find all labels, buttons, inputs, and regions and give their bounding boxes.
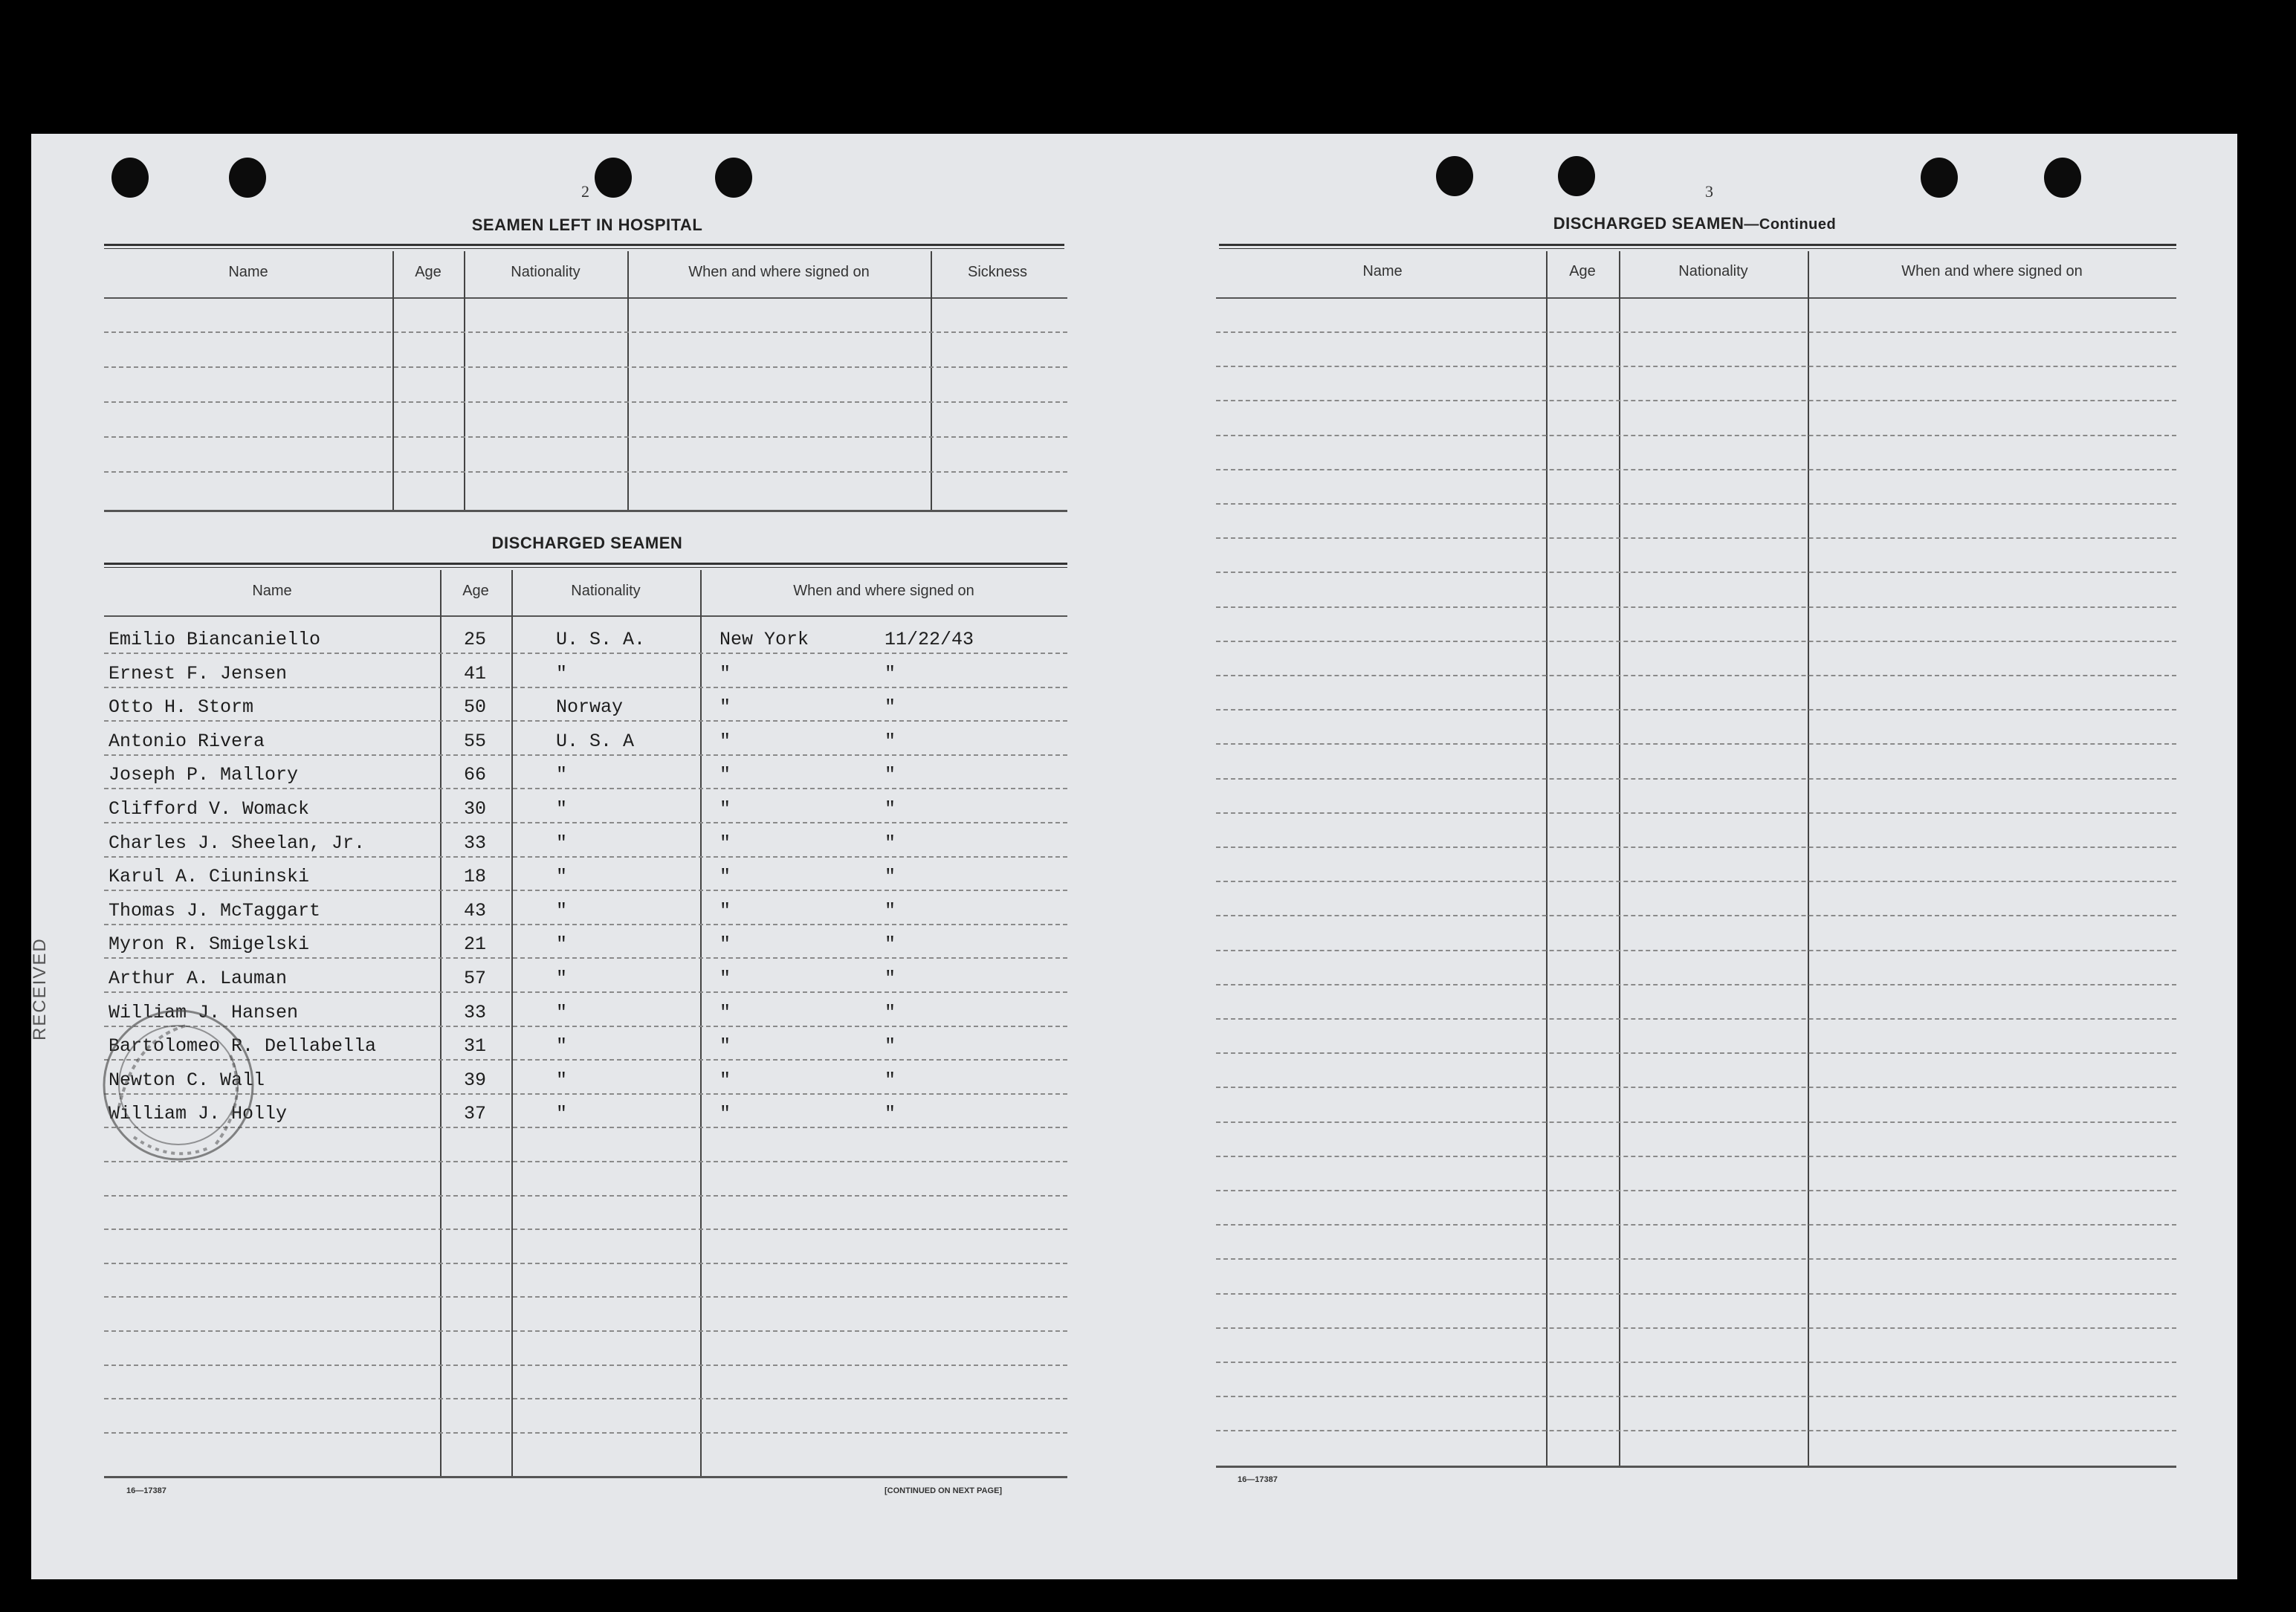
ruled-line — [1216, 503, 2176, 505]
ruled-line — [1216, 331, 2176, 333]
ruled-line — [104, 856, 1067, 858]
cell-nationality: " — [556, 1035, 568, 1058]
cell-where: " — [719, 1035, 731, 1058]
cell-name: Myron R. Smigelski — [109, 933, 310, 956]
ruled-line — [1216, 1052, 2176, 1054]
cell-nationality: " — [556, 798, 568, 820]
form-number: 16—17387 — [126, 1486, 166, 1495]
cell-when: " — [885, 866, 896, 888]
cell-where: " — [719, 798, 731, 820]
ruled-line — [104, 1432, 1067, 1434]
cell-nationality: " — [556, 968, 568, 989]
ruled-line — [1216, 641, 2176, 642]
ruled-line — [104, 1195, 1067, 1197]
ruled-line — [104, 822, 1067, 823]
cell-nationality: " — [556, 1103, 568, 1125]
col-header-sickness: Sickness — [967, 264, 1028, 280]
ruled-line — [104, 1296, 1067, 1298]
title-main: DISCHARGED SEAMEN — [1553, 214, 1744, 233]
cell-when: " — [885, 662, 896, 684]
ruled-line — [104, 687, 1067, 688]
cell-name: Clifford V. Womack — [109, 798, 310, 820]
col-header-age: Age — [1569, 263, 1596, 279]
col-header-name: Name — [228, 264, 268, 280]
punch-hole — [1921, 158, 1958, 198]
ruled-line — [1216, 812, 2176, 814]
punch-hole — [1558, 156, 1595, 196]
cell-name: Newton C. Wall — [109, 1069, 265, 1091]
ruled-line — [1216, 1087, 2176, 1088]
cell-where: " — [719, 1069, 731, 1091]
ruled-line — [1216, 675, 2176, 676]
ruled-line — [1216, 1396, 2176, 1397]
cell-nationality: " — [556, 1001, 568, 1023]
ruled-line — [1216, 1018, 2176, 1020]
ruled-line — [1216, 1362, 2176, 1363]
title-continued: —Continued — [1744, 216, 1837, 233]
col-header-nationality: Nationality — [571, 583, 641, 599]
cell-when: " — [885, 1069, 896, 1091]
cell-age: 33 — [464, 1001, 487, 1023]
punch-hole — [2044, 158, 2081, 198]
col-header-signed-on: When and where signed on — [1901, 263, 2083, 279]
ruled-line — [1216, 743, 2176, 745]
ruled-line — [104, 436, 1067, 438]
cell-nationality: " — [556, 764, 568, 786]
cell-where: " — [719, 968, 731, 989]
ruled-line — [1216, 709, 2176, 710]
ruled-line — [1216, 606, 2176, 608]
cell-name: Emilio Biancaniello — [109, 629, 321, 650]
rule — [1219, 244, 2176, 249]
cell-nationality: U. S. A. — [556, 629, 646, 650]
ruled-line — [104, 331, 1067, 333]
received-label: RECEIVED — [30, 937, 50, 1040]
cell-where: " — [719, 730, 731, 752]
cell-when: " — [885, 968, 896, 989]
cell-name: Bartolomeo R. Dellabella — [109, 1035, 377, 1058]
cell-when: " — [885, 933, 896, 956]
ruled-line — [1216, 1190, 2176, 1191]
col-header-name: Name — [252, 583, 292, 599]
col-divider — [700, 570, 702, 1477]
cell-name: Thomas J. McTaggart — [109, 899, 321, 922]
cell-name: Ernest F. Jensen — [109, 662, 288, 684]
ruled-line — [104, 991, 1067, 993]
cell-nationality: " — [556, 662, 568, 684]
ruled-line — [1216, 1293, 2176, 1295]
rule — [104, 615, 1067, 617]
cell-name: Charles J. Sheelan, Jr. — [109, 832, 366, 854]
ruled-line — [104, 1330, 1067, 1332]
cell-age: 50 — [464, 696, 487, 719]
ruled-line — [1216, 469, 2176, 470]
cell-nationality: Norway — [556, 696, 624, 719]
ruled-line — [1216, 847, 2176, 848]
ruled-line — [1216, 400, 2176, 401]
cell-when: " — [885, 696, 896, 719]
rule — [1216, 1466, 2176, 1468]
ruled-line — [1216, 915, 2176, 916]
col-divider — [1808, 251, 1809, 1467]
ruled-line — [104, 1229, 1067, 1230]
col-header-age: Age — [462, 583, 489, 599]
ruled-line — [1216, 366, 2176, 367]
ruled-line — [104, 957, 1067, 959]
rule — [104, 563, 1067, 568]
cell-where: " — [719, 1103, 731, 1125]
col-divider — [1546, 251, 1548, 1467]
cell-name: Antonio Rivera — [109, 730, 265, 752]
cell-where: " — [719, 1001, 731, 1023]
cell-nationality: U. S. A — [556, 730, 635, 752]
col-divider — [1619, 251, 1620, 1467]
rule — [104, 244, 1064, 249]
ruled-line — [104, 924, 1067, 925]
cell-name: William J. Hansen — [109, 1001, 299, 1023]
cell-age: 57 — [464, 968, 487, 989]
cell-when: " — [885, 832, 896, 854]
cell-age: 21 — [464, 933, 487, 956]
cell-when: " — [885, 899, 896, 922]
cell-when: " — [885, 1001, 896, 1023]
page-number: 2 — [581, 182, 589, 201]
cell-name: Karul A. Ciuninski — [109, 866, 310, 888]
ruled-line — [1216, 1258, 2176, 1260]
cell-age: 33 — [464, 832, 487, 854]
ruled-line — [104, 1263, 1067, 1264]
ruled-line — [1216, 1430, 2176, 1431]
cell-name: Joseph P. Mallory — [109, 764, 299, 786]
continued-note: [CONTINUED ON NEXT PAGE] — [885, 1486, 1003, 1495]
cell-where: " — [719, 662, 731, 684]
ruled-line — [1216, 1121, 2176, 1123]
cell-age: 30 — [464, 798, 487, 820]
page-number: 3 — [1705, 182, 1713, 201]
col-header-signed-on: When and where signed on — [793, 583, 974, 599]
col-divider — [440, 570, 442, 1477]
ruled-line — [1216, 572, 2176, 573]
ruled-line — [1216, 537, 2176, 539]
col-header-signed-on: When and where signed on — [688, 264, 870, 280]
discharged-section-title: DISCHARGED SEAMEN — [491, 534, 683, 552]
cell-where: " — [719, 764, 731, 786]
discharged-continued-title — [1219, 214, 2170, 233]
cell-where: " — [719, 933, 731, 956]
cell-when: " — [885, 1103, 896, 1125]
cell-when: " — [885, 1035, 896, 1058]
rule — [104, 297, 1067, 299]
cell-when: " — [885, 730, 896, 752]
ruled-line — [1216, 1224, 2176, 1226]
cell-where: " — [719, 832, 731, 854]
cell-age: 66 — [464, 764, 487, 786]
cell-nationality: " — [556, 933, 568, 956]
hospital-section-title: SEAMEN LEFT IN HOSPITAL — [471, 216, 703, 234]
cell-where: " — [719, 866, 731, 888]
ruled-line — [104, 366, 1067, 368]
ruled-line — [104, 401, 1067, 403]
punch-hole — [715, 158, 752, 198]
cell-when: " — [885, 764, 896, 786]
form-number: 16—17387 — [1238, 1475, 1278, 1484]
ruled-line — [1216, 1156, 2176, 1157]
rule — [1216, 297, 2176, 299]
ruled-line — [104, 1398, 1067, 1399]
ruled-line — [1216, 984, 2176, 985]
ruled-line — [1216, 950, 2176, 951]
col-divider — [511, 570, 513, 1477]
cell-nationality: " — [556, 832, 568, 854]
ruled-line — [1216, 435, 2176, 436]
cell-name: Arthur A. Lauman — [109, 968, 288, 989]
cell-age: 39 — [464, 1069, 487, 1091]
punch-hole — [111, 158, 149, 198]
received-stamp — [89, 996, 290, 1182]
ruled-line — [104, 754, 1067, 756]
col-header-age: Age — [415, 264, 442, 280]
col-header-name: Name — [1362, 263, 1403, 279]
punch-hole — [595, 158, 632, 198]
ruled-line — [104, 1365, 1067, 1366]
cell-age: 31 — [464, 1035, 487, 1058]
cell-when: 11/22/43 — [885, 629, 974, 650]
cell-age: 18 — [464, 866, 487, 888]
cell-nationality: " — [556, 866, 568, 888]
ruled-line — [1216, 778, 2176, 780]
cell-name: William J. Holly — [109, 1103, 288, 1125]
rule — [104, 1476, 1067, 1478]
cell-name: Otto H. Storm — [109, 696, 254, 719]
cell-age: 43 — [464, 899, 487, 922]
cell-where: New York — [719, 629, 809, 650]
cell-when: " — [885, 798, 896, 820]
col-header-nationality: Nationality — [1678, 263, 1748, 279]
cell-where: " — [719, 696, 731, 719]
cell-where: " — [719, 899, 731, 922]
ruled-line — [1216, 1327, 2176, 1329]
cell-age: 55 — [464, 730, 487, 752]
ruled-line — [104, 653, 1067, 654]
cell-nationality: " — [556, 1069, 568, 1091]
col-header-nationality: Nationality — [511, 264, 581, 280]
ruled-line — [104, 788, 1067, 789]
ruled-line — [104, 471, 1067, 473]
rule — [104, 510, 1067, 512]
punch-hole — [229, 158, 266, 198]
ruled-line — [104, 720, 1067, 722]
cell-age: 25 — [464, 629, 487, 650]
punch-hole — [1436, 156, 1473, 196]
ruled-line — [1216, 881, 2176, 882]
cell-age: 41 — [464, 662, 487, 684]
cell-nationality: " — [556, 899, 568, 922]
cell-age: 37 — [464, 1103, 487, 1125]
ruled-line — [104, 890, 1067, 891]
